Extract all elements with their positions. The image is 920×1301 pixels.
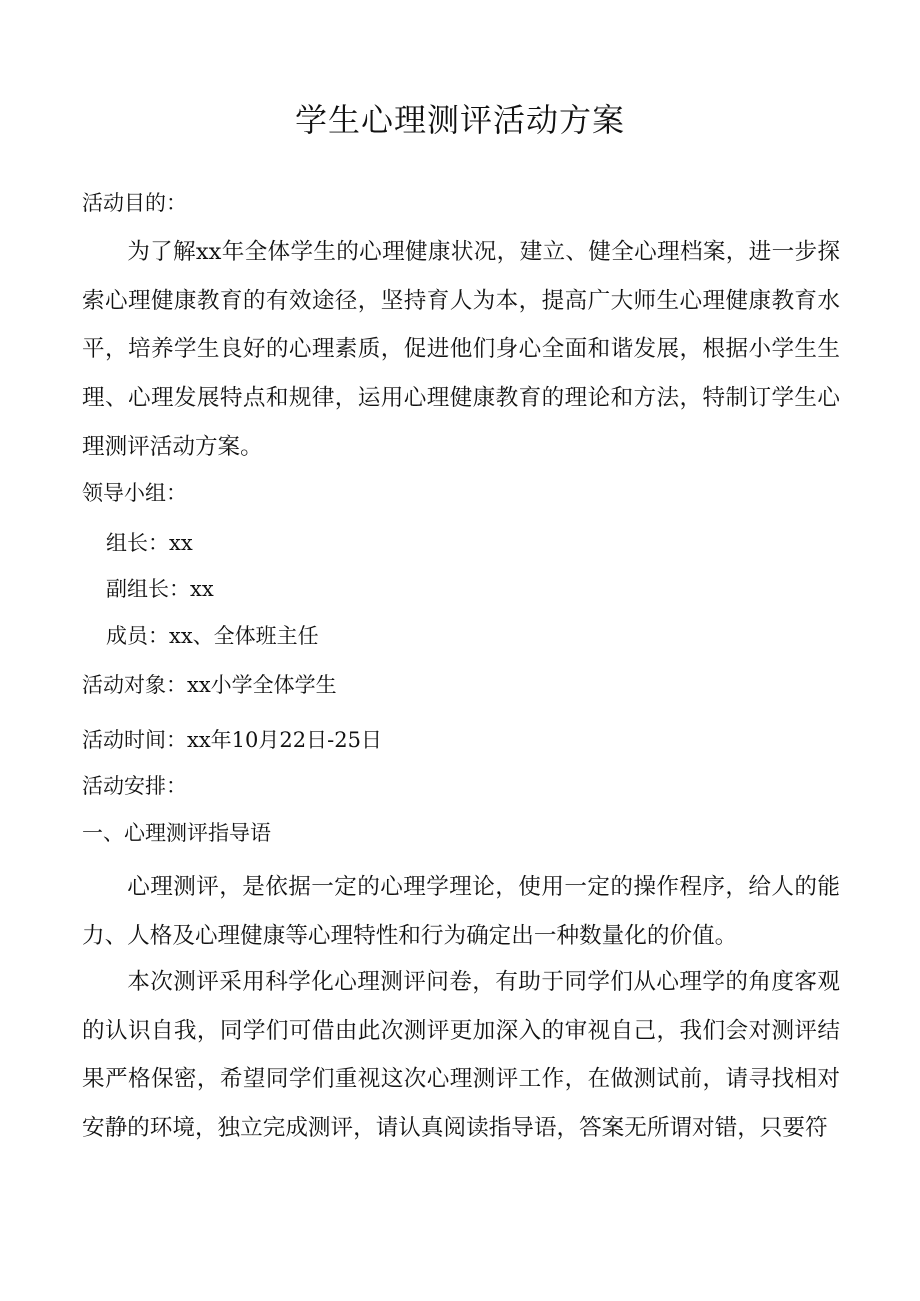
purpose-heading: 活动目的： bbox=[82, 191, 187, 215]
section1-paragraph-1: 心理测评，是依据一定的心理学理论，使用一定的操作程序，给人的能力、人格及心理健康等心理特性和行为确定出一种数量化的价值。 bbox=[82, 874, 840, 949]
leadership-heading: 领导小组： bbox=[82, 481, 187, 505]
document-title: 学生心理测评活动方案 bbox=[294, 101, 625, 139]
section1-paragraph-2: 本次测评采用科学化心理测评问卷，有助于同学们从心理学的角度客观的认识自我，同学们可借由此次测评更加深入的审视自己，我们会对测评结果严格保密，希望同学们重视这次心理测评工作，在做测试前，请寻找相对安静的环境，独立完成测评，请认真阅读指导语，答案无所谓对错，只要符 bbox=[82, 969, 840, 1142]
purpose-paragraph: 为了解xx年全体学生的心理健康状况，建立、健全心理档案，进一步探索心理健康教育的有效途径，坚持育人为本，提高广大师生心理健康教育水平，培养学生良好的心理素质，促进他们身心全面和谐发展，根据小学生生理、心理发展特点和规律，运用心理健康教育的理论和方法，特制订学生心理测评活动方案。 bbox=[82, 239, 840, 460]
section1-heading: 一、心理测评指导语 bbox=[82, 821, 271, 845]
leader-line: 组长：xx bbox=[106, 531, 193, 555]
members-line: 成员：xx、全体班主任 bbox=[106, 624, 319, 648]
time-line: 活动时间：xx年10月22日-25日 bbox=[82, 728, 382, 752]
arrangement-heading: 活动安排： bbox=[82, 774, 187, 798]
target-line: 活动对象：xx小学全体学生 bbox=[82, 673, 337, 697]
deputy-leader-line: 副组长：xx bbox=[106, 577, 214, 601]
